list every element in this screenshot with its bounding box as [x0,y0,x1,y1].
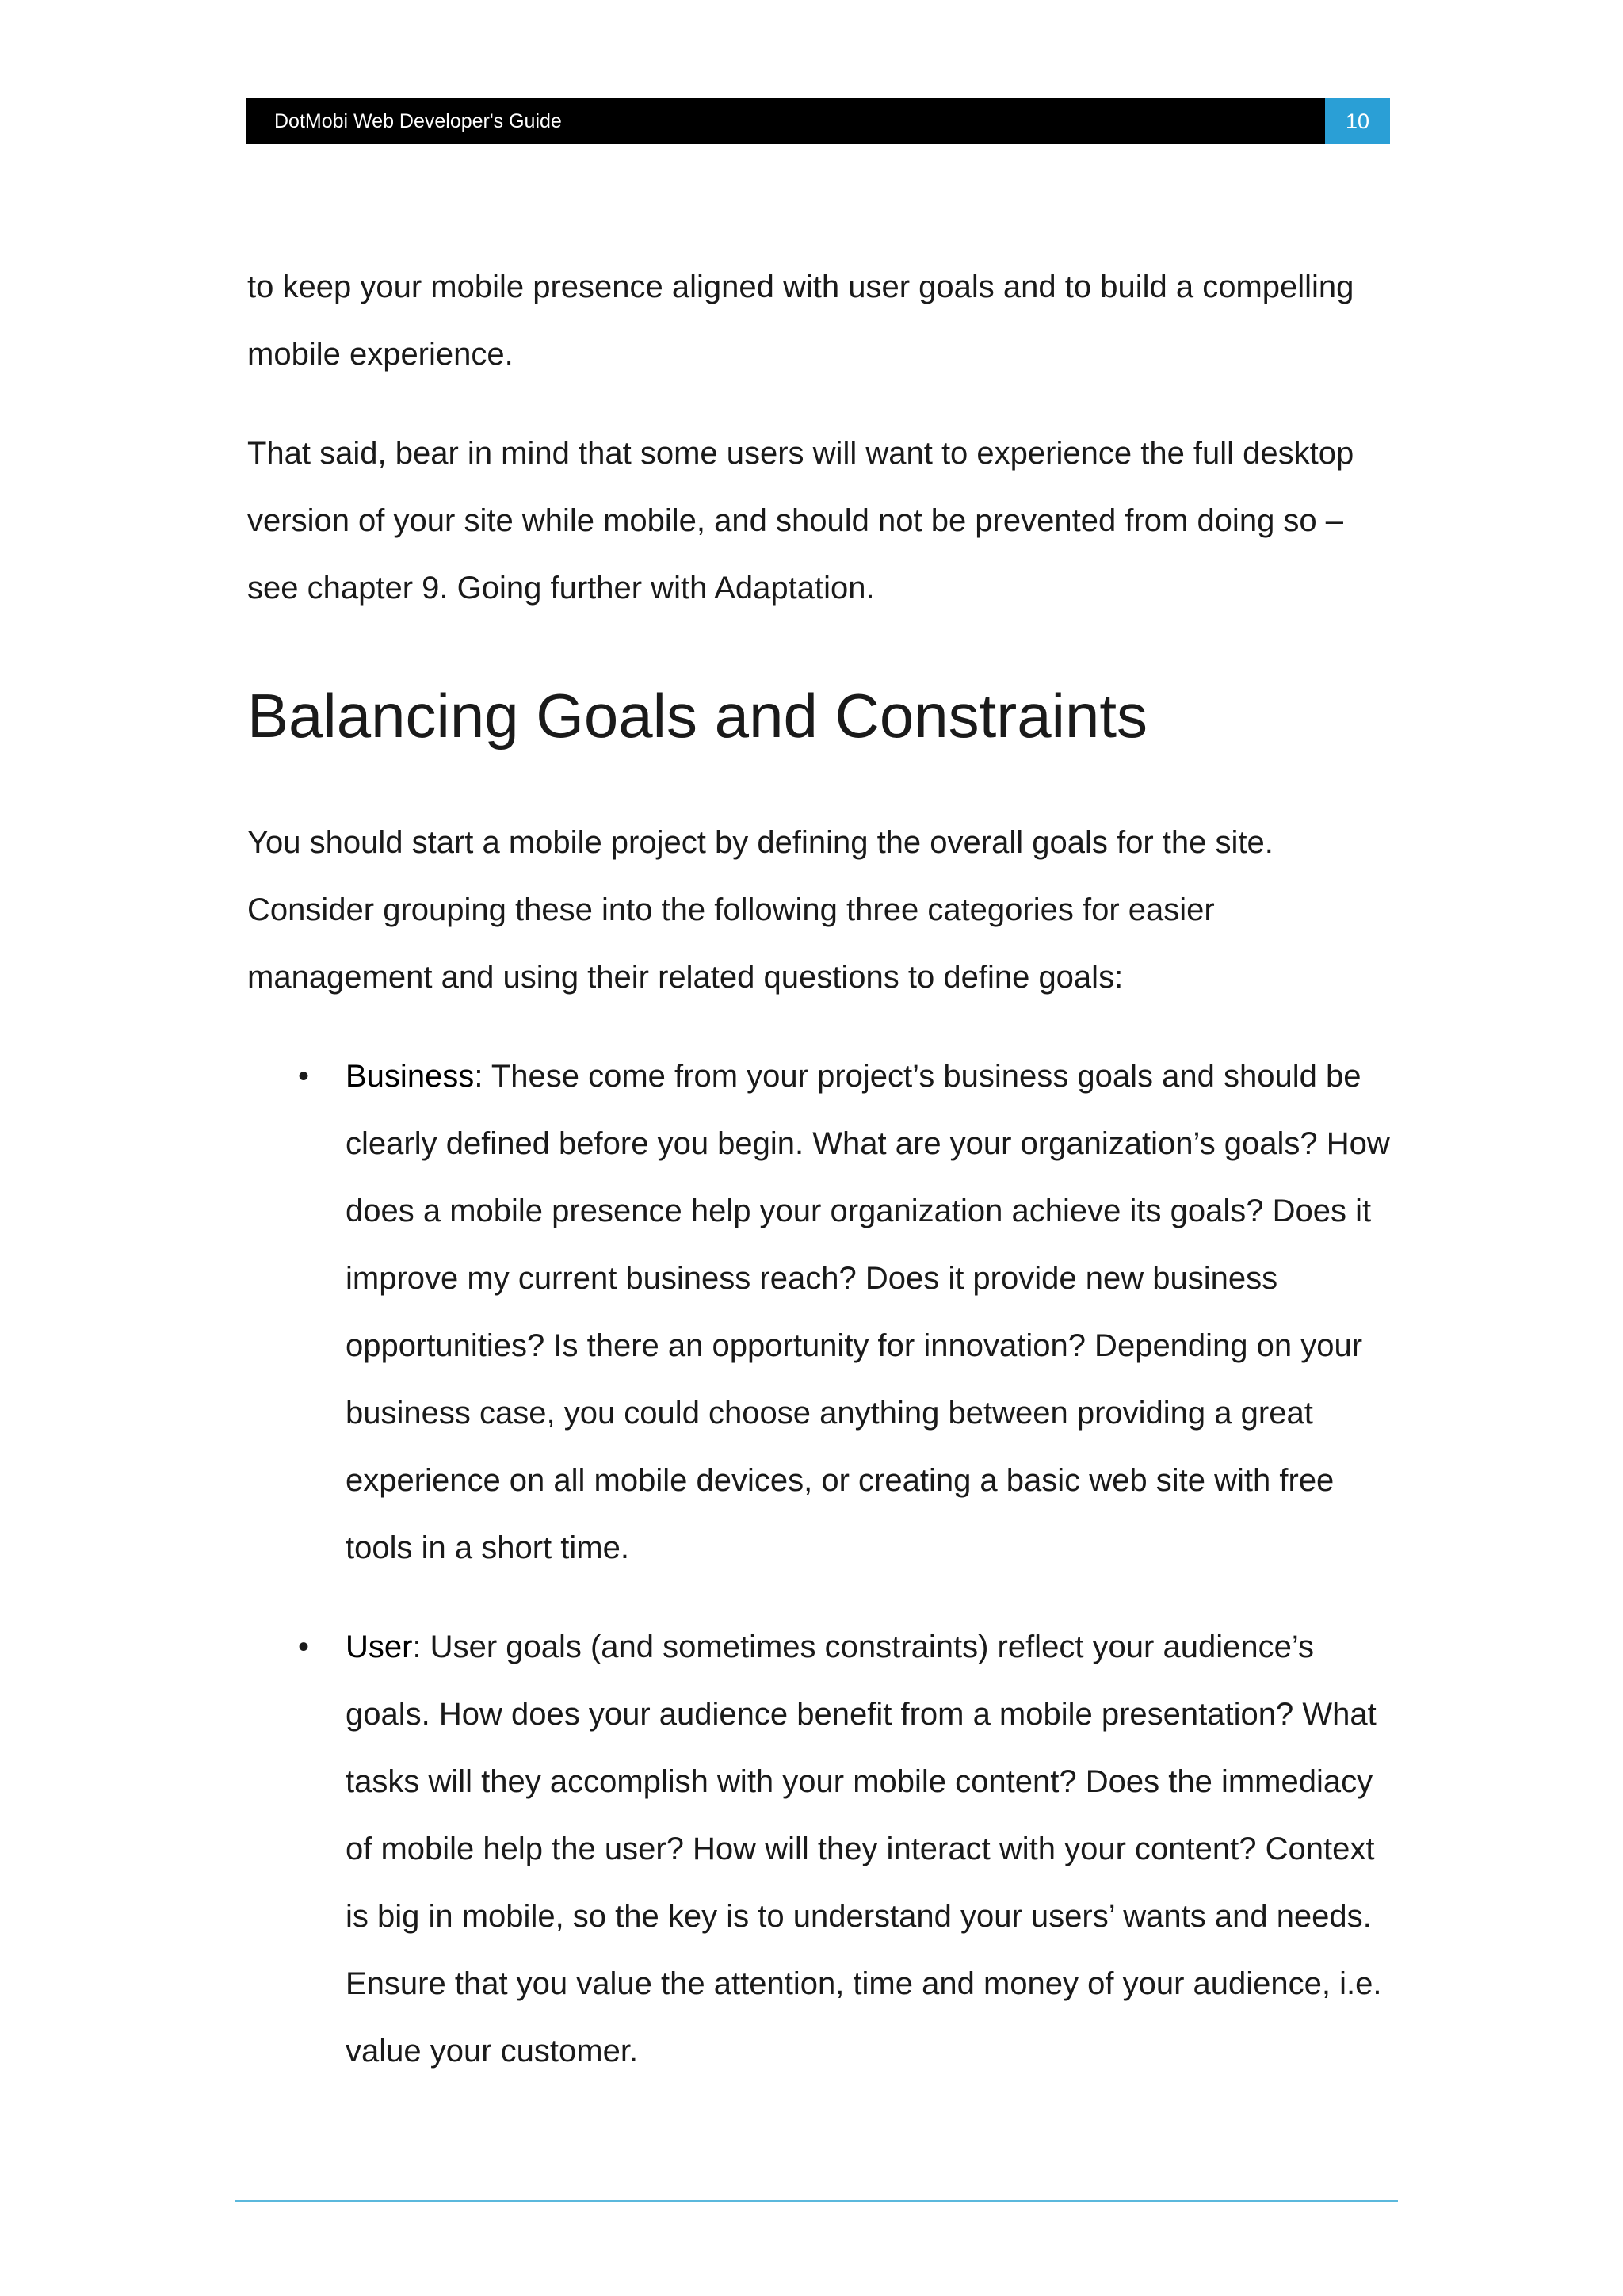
goal-categories-list [247,1043,1396,2085]
bullet-icon: • [298,1059,310,1094]
section-intro-paragraph: You should start a mobile project by defining the overall goals for the site. Consider grouping these into the following three categories for easier management and using their related questions to define goals: [247,825,1274,995]
bullet-term: User [346,1629,413,1664]
list-item-business [247,1043,1396,1582]
intro-paragraph: to keep your mobile presence aligned with user goals and to build a compelling mobile experience. [247,269,1354,372]
bullet-text: : These come from your project’s business goals and should be clearly defined before you begin. What are your organization’s goals? How does a mobile presence help your organization achieve its goals? Does it improve my current business reach? Does it provide new business opportunities? Is there an opportunity for innovation? Depending on your business case, you could choose anything between providing a great experience on all mobile devices, or creating a basic web site with free tools in a short time. [346,1059,1390,1565]
note-paragraph: That said, bear in mind that some users will want to experience the full desktop version of your site while mobile, and should not be prevented from doing so – see chapter 9. Going further with Adaptation. [247,436,1354,606]
bullet-text: : User goals (and sometimes constraints) reflect your audience’s goals. How does your audience benefit from a mobile presentation? What tasks will they accomplish with your mobile content? Does the immediacy of mobile help the user? How will they interact with your content? Context is big in mobile, so the key is to understand your users’ wants and needs. Ensure that you value the attention, time and money of your audience, i.e. value your customer. [346,1629,1382,2069]
running-header [246,98,1390,144]
section-heading: Balancing Goals and Constraints [247,681,1148,751]
page-number: 10 [1325,98,1390,144]
list-item-user [247,1614,1396,2085]
bullet-icon: • [298,1629,310,1664]
bullet-term: Business [346,1059,475,1094]
footer-divider [235,2200,1398,2202]
page-content [247,254,1396,2117]
header-title: DotMobi Web Developer's Guide [274,110,562,132]
